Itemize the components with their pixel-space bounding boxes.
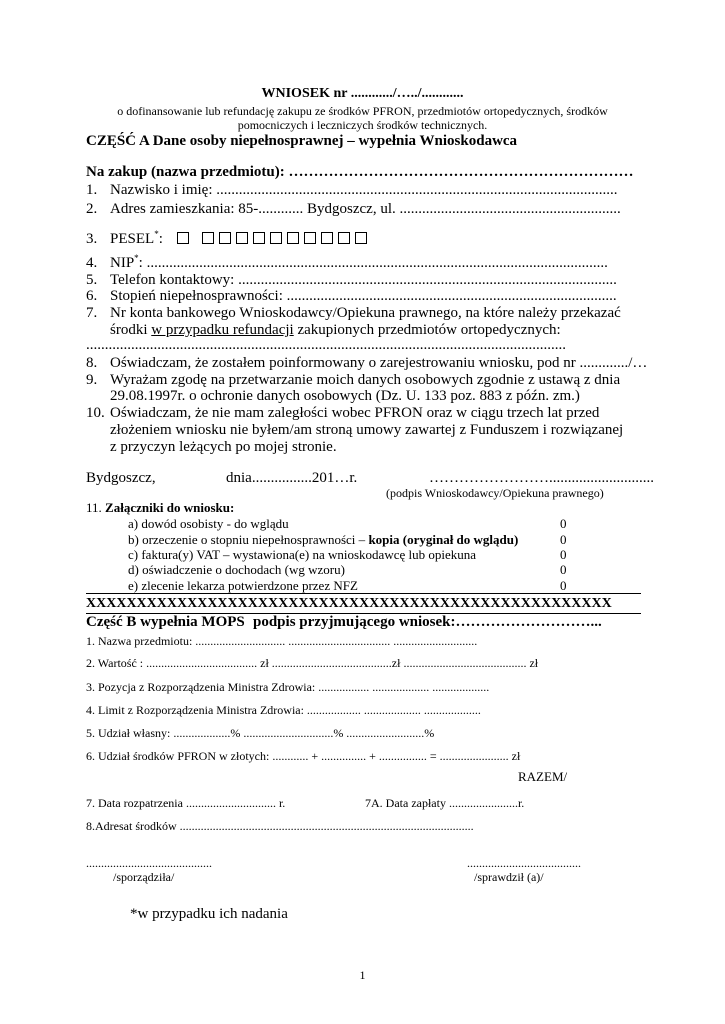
purchase-item-field[interactable]: Na zakup (nazwa przedmiotu): ……………………………………………………………	[86, 164, 634, 180]
pesel-digit-box[interactable]	[321, 232, 333, 244]
attachment-label-bold: kopia (oryginał do wglądu)	[368, 532, 519, 547]
part-b-line-1-item-name[interactable]: 1. Nazwa przedmiotu: .............................. .................................. ............................	[86, 634, 478, 648]
pesel-digit-box[interactable]	[270, 232, 282, 244]
part-b-heading: Część B wypełnia MOPS	[86, 614, 245, 630]
item-text: Stopień niepełnosprawności: ........................................................................................	[110, 288, 617, 304]
pesel-digit-box[interactable]	[338, 232, 350, 244]
attachment-row	[128, 532, 518, 548]
attachments-heading	[86, 500, 234, 516]
item-2-address-field[interactable]	[86, 201, 621, 218]
item-text: zakupionych przedmiotów ortopedycznych:	[293, 322, 561, 338]
item-1-name-field[interactable]	[86, 182, 617, 199]
part-a-heading: CZĘŚĆ A Dane osoby niepełnosprawnej – wypełnia Wnioskodawca	[86, 133, 518, 149]
applicant-signature-field[interactable]: ……………………............................	[429, 470, 654, 486]
item-number: 1.	[86, 182, 98, 198]
attachments-title: Załączniki do wniosku:	[105, 500, 235, 515]
pesel-digit-boxes[interactable]	[177, 231, 372, 248]
pesel-digit-box[interactable]	[219, 232, 231, 244]
item-text: Telefon kontaktowy: .....................................................................................................	[110, 272, 617, 288]
signature-caption: (podpis Wnioskodawcy/Opiekuna prawnego)	[386, 486, 604, 500]
pesel-digit-box[interactable]	[236, 232, 248, 244]
pesel-digit-box[interactable]	[287, 232, 299, 244]
item-4-nip-field[interactable]	[86, 253, 608, 272]
item-6-disability-field[interactable]	[86, 288, 617, 305]
pesel-colon: :	[158, 231, 163, 247]
item-10-declaration	[86, 405, 599, 422]
item-number: 8.	[86, 355, 98, 371]
pesel-digit-box[interactable]	[202, 232, 214, 244]
part-b-line-6-pfron-share[interactable]: 6. Udział środków PFRON w złotych: ............ + ............... + ................ = ....................... zł	[86, 749, 521, 763]
item-number: 11.	[86, 500, 102, 515]
attachment-value[interactable]: 0	[560, 562, 567, 577]
part-b-line-7a-payment-date[interactable]: 7A. Data zapłaty .......................r.	[365, 796, 525, 810]
attachment-value[interactable]: 0	[560, 547, 567, 562]
pesel-label: PESEL	[110, 231, 155, 247]
pesel-digit-box[interactable]	[177, 232, 189, 244]
item-text: środki	[110, 322, 152, 338]
footnote-star: *	[154, 229, 159, 239]
item-number: 6.	[86, 288, 98, 304]
part-b-line-8-recipient[interactable]: 8.Adresat środków ..................................................................................................	[86, 819, 474, 833]
item-text: Nazwisko i imię: ...........................................................................................................	[110, 182, 618, 198]
bank-account-field[interactable]: ................................................................................................................................	[86, 337, 566, 353]
item-9-line2: 29.08.1997r. o ochronie danych osobowych (Dz. U. 133 poz. 883 z późn. zm.)	[110, 388, 580, 404]
page-number: 1	[359, 968, 366, 982]
attachment-label: d) oświadczenie o dochodach (wg wzoru)	[128, 562, 345, 577]
prepared-by-caption: /sporządziła/	[113, 870, 175, 884]
item-text-underlined: w przypadku refundacji	[151, 322, 294, 338]
attachment-label: e) zlecenie lekarza potwierdzone przez NFZ	[128, 578, 358, 593]
document-title: WNIOSEK nr ............/…../............	[261, 86, 464, 101]
pesel-digit-box[interactable]	[304, 232, 316, 244]
pesel-digit-box[interactable]	[355, 232, 367, 244]
item-text: Oświadczam, że zostałem poinformowany o zarejestrowaniu wniosku, pod nr ............./…	[110, 355, 648, 371]
attachment-label: b) orzeczenie o stopniu niepełnosprawności –	[128, 532, 369, 547]
item-text: : ...........................................................................................................................	[138, 255, 608, 271]
item-8-registration	[86, 355, 647, 372]
prepared-by-signature-field[interactable]: ..........................................	[86, 856, 212, 870]
part-b-line-2-value[interactable]: 2. Wartość : ..................................... zł ........................................zł ......................................... zł	[86, 656, 539, 670]
item-number: 4.	[86, 255, 98, 271]
attachment-label: a) dowód osobisty - do wglądu	[128, 516, 289, 531]
item-number: 7.	[86, 305, 98, 321]
item-3-pesel	[86, 229, 372, 248]
razem-label: RAZEM/	[518, 769, 568, 784]
signature-city: Bydgoszcz,	[86, 470, 156, 486]
checked-by-caption: /sprawdził (a)/	[474, 870, 544, 884]
item-number: 2.	[86, 201, 98, 217]
item-10-line2: złożeniem wniosku nie byłem/am stroną umowy zawartej z Funduszem i rozwiązanej	[110, 422, 624, 438]
item-number: 9.	[86, 372, 98, 388]
receiver-signature-field[interactable]: podpis przyjmującego wniosek:………………………...	[253, 614, 602, 630]
footnote-star: *	[134, 253, 139, 263]
part-b-line-5-own-share[interactable]: 5. Udział własny: ...................% ..............................% ..........................%	[86, 726, 435, 740]
item-9-consent	[86, 372, 620, 389]
item-7-bank-account	[86, 305, 621, 322]
attachment-row	[128, 516, 289, 532]
part-b-line-7-review-date[interactable]: 7. Data rozpatrzenia .............................. r.	[86, 796, 286, 810]
attachment-label: c) faktura(y) VAT – wystawiona(e) na wnioskodawcę lub opiekuna	[128, 547, 477, 562]
document-subtitle-line2: pomocniczych i leczniczych środków technicznych.	[237, 118, 488, 132]
attachment-row	[128, 562, 345, 578]
part-b-line-4-regulation-limit[interactable]: 4. Limit z Rozporządzenia Ministra Zdrowia: .................. ................... ...................	[86, 703, 481, 717]
item-number: 10.	[86, 405, 105, 421]
item-number: 5.	[86, 272, 98, 288]
item-5-phone-field[interactable]	[86, 272, 617, 289]
part-b-line-3-regulation-position[interactable]: 3. Pozycja z Rozporządzenia Ministra Zdrowia: ................. ................... ...................	[86, 680, 490, 694]
item-text: Nr konta bankowego Wnioskodawcy/Opiekuna prawnego, na które należy przekazać	[110, 305, 621, 321]
item-text: Oświadczam, że nie mam zaległości wobec PFRON oraz w ciągu trzech lat przed	[110, 405, 600, 421]
document-subtitle-line1: o dofinansowanie lub refundację zakupu ze środków PFRON, przedmiotów ortopedycznych, środków	[117, 104, 608, 118]
item-text: Adres zamieszkania: 85-............ Bydgoszcz, ul. ...........................................................	[110, 201, 621, 217]
item-text: Wyrażam zgodę na przetwarzanie moich danych osobowych zgodnie z ustawą z dnia	[110, 372, 621, 388]
attachment-row	[128, 578, 358, 594]
nip-label: NIP	[110, 255, 135, 271]
item-number: 3.	[86, 231, 98, 247]
pesel-digit-box[interactable]	[253, 232, 265, 244]
attachment-value[interactable]: 0	[560, 578, 567, 593]
attachment-value[interactable]: 0	[560, 532, 567, 547]
footnote: *w przypadku ich nadania	[130, 906, 288, 922]
separator-line-top	[86, 593, 641, 594]
attachment-row	[128, 547, 476, 563]
checked-by-signature-field[interactable]: ......................................	[467, 856, 581, 870]
signature-date-field[interactable]: dnia................201…r.	[226, 470, 358, 486]
separator-x-row: XXXXXXXXXXXXXXXXXXXXXXXXXXXXXXXXXXXXXXXXXXXXXXXXXXXX	[86, 596, 612, 611]
item-10-line3: z przyczyn leżących po mojej stronie.	[110, 439, 337, 455]
attachment-value[interactable]: 0	[560, 516, 567, 531]
